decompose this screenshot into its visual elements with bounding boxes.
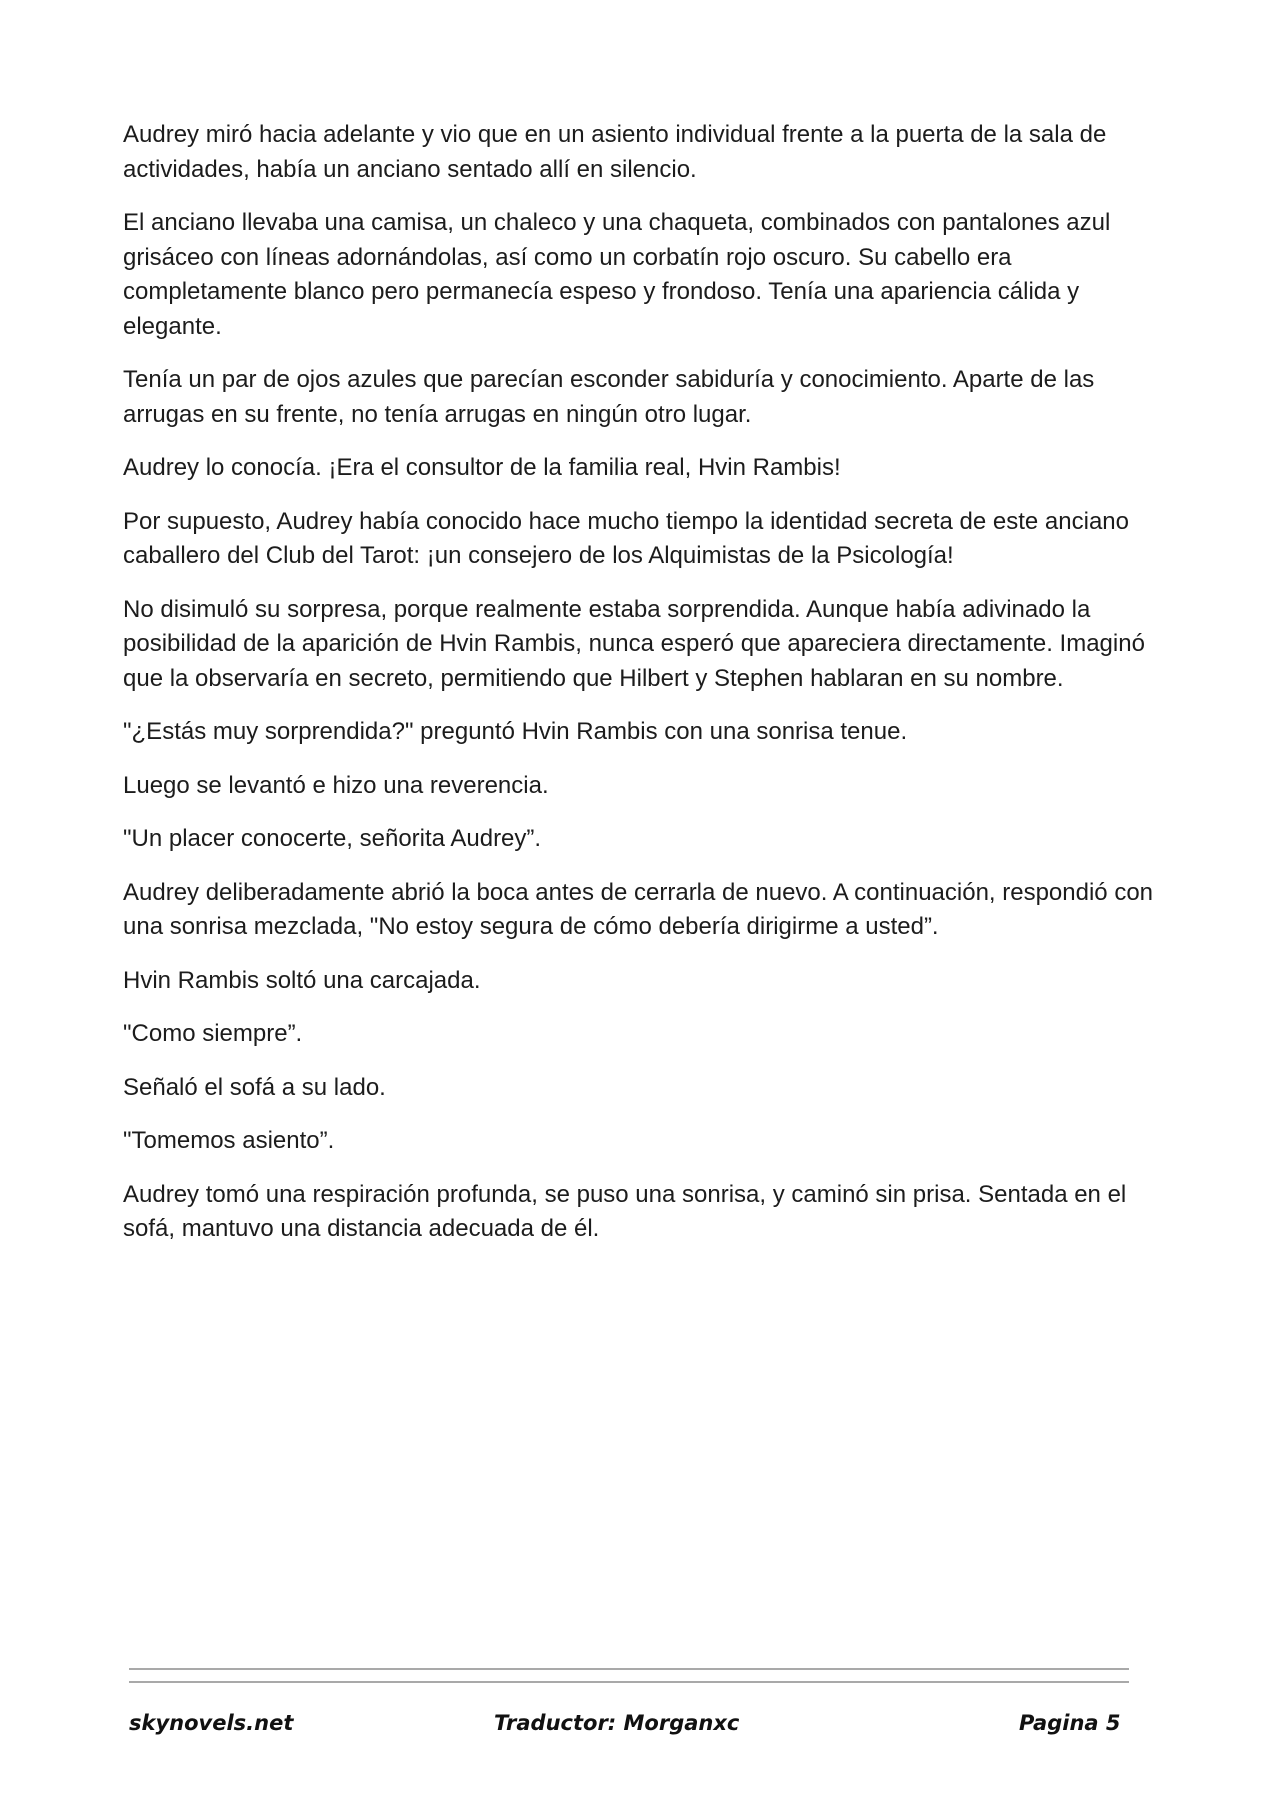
paragraph-1: Audrey miró hacia adelante y vio que en un asiento individual frente a la puerta de la sala de actividades, había un anciano sentado allí en silencio. [123,121,1107,183]
paragraph-7: "¿Estás muy sorprendida?" preguntó Hvin Rambis con una sonrisa tenue. [123,718,908,745]
footer-translator: Traductor: Morganxc [494,1711,740,1735]
paragraph-13: Señaló el sofá a su lado. [123,1073,386,1101]
paragraph-5: Por supuesto, Audrey había conocido hace mucho tiempo la identidad secreta de este anciano caballero del Club del Tarot: ¡un consejero de los Alquimistas de la Psicología! [123,507,1129,569]
paragraph-12: "Como siempre”. [123,1020,303,1047]
paragraph-8: Luego se levantó e hizo una reverencia. [123,771,549,799]
paragraph-4: Audrey lo conocía. ¡Era el consultor de la familia real, Hvin Rambis! [123,454,841,481]
paragraph-10: Audrey deliberadamente abrió la boca antes de cerrarla de nuevo. A continuación, respondió con una sonrisa mezclada, "No estoy segura de cómo debería dirigirme a usted”. [123,878,1154,940]
paragraph-3: Tenía un par de ojos azules que parecían esconder sabiduría y conocimiento. Aparte de las arrugas en su frente, no tenía arrugas en ningún otro lugar. [123,366,1095,428]
footer-page-number: Pagina 5 [1019,1711,1121,1735]
footer-divider-top [129,1668,1129,1670]
paragraph-11: Hvin Rambis soltó una carcajada. [123,966,481,994]
paragraph-15: Audrey tomó una respiración profunda, se puso una sonrisa, y caminó sin prisa. Sentada en el sofá, mantuvo una distancia adecuada de él. [123,1180,1127,1242]
paragraph-2: El anciano llevaba una camisa, un chaleco y una chaqueta, combinados con pantalones azul grisáceo con líneas adornándolas, así como un corbatín rojo oscuro. Su cabello era completamente blanco pero permanecía espeso y frondoso. Tenía una apariencia cálida y elegante. [123,209,1111,340]
paragraph-6: No disimuló su sorpresa, porque realmente estaba sorprendida. Aunque había adivinado la posibilidad de la aparición de Hvin Rambis, nunca esperó que apareciera directamente. Imaginó que la observaría en secreto, permitiendo que Hilbert y Stephen hablaran en su nombre. [123,595,1145,692]
paragraph-14: "Tomemos asiento”. [123,1127,335,1154]
paragraph-9: "Un placer conocerte, señorita Audrey”. [123,825,542,852]
body-text [123,118,1163,1266]
footer-site: skynovels.net [129,1711,294,1735]
footer-divider-bottom [129,1681,1129,1683]
